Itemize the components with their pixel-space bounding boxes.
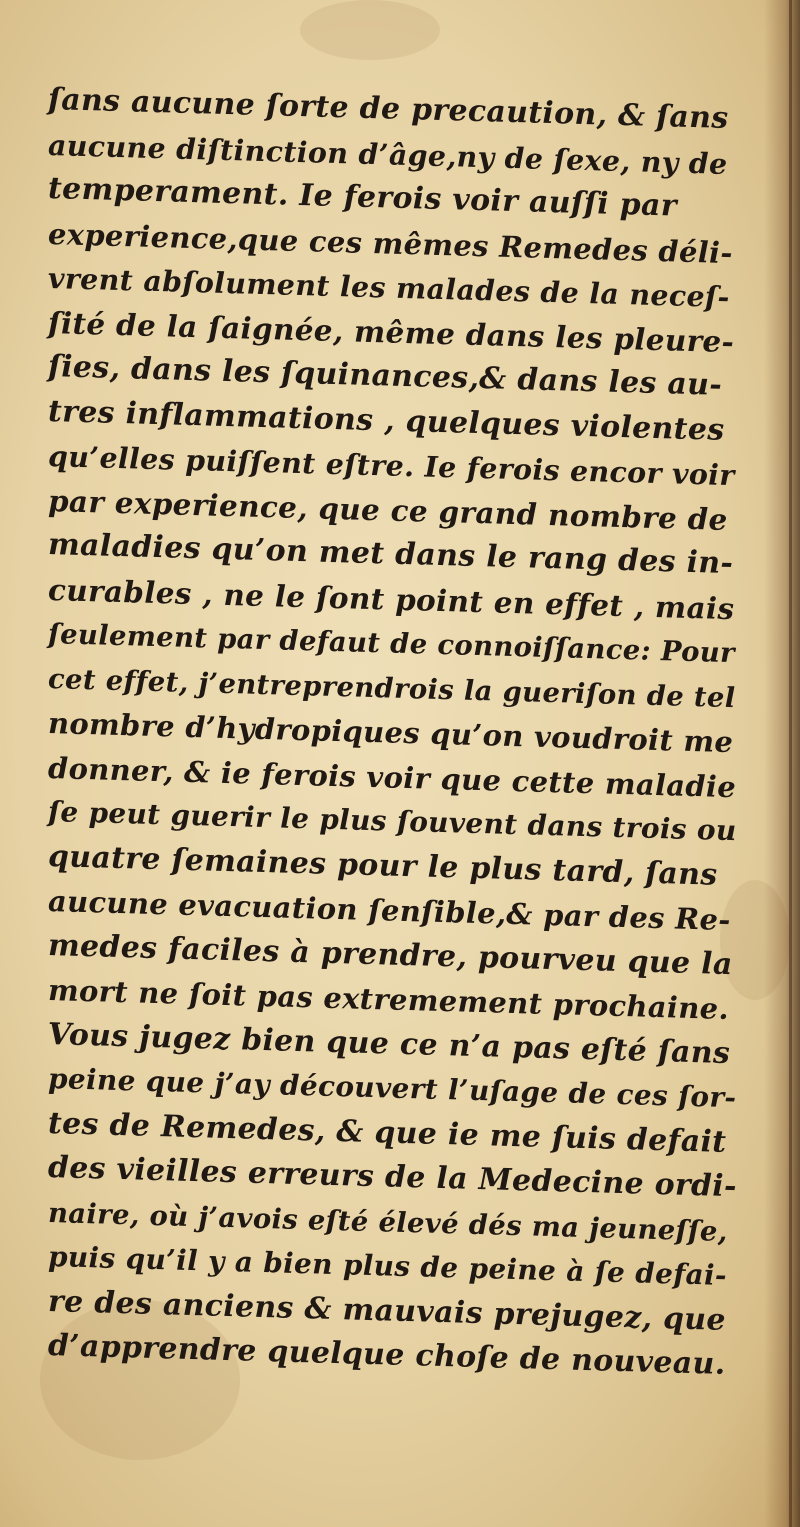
text-line: tres inflammations , quelques violentes [48,393,725,448]
text-line: aucune diſtinction d’âge,ny de ſexe, ny de [48,127,728,181]
text-line: vrent abſolument les malades de la neceſ- [48,261,730,315]
text-line: mort ne ſoit pas extremement prochaine. [48,973,729,1027]
text-line: par experience, que ce grand nombre de [48,482,728,537]
text-line: ſe peut guerir le plus ſouvent dans trois ou [48,795,737,848]
text-line: nombre d’hydropiques qu’on voudroit me [48,706,734,760]
binding-gutter [764,0,800,1527]
text-line: medes faciles à prendre, pourveu que la [48,927,733,982]
text-line: d’apprendre quelque choſe de nouveau. [48,1328,726,1382]
text-line: ſies, dans les ſquinances,& dans les au- [48,349,722,403]
text-line: Vous jugez bien que ce n’a pas eſté ſans [48,1016,731,1071]
text-line: qu’elles puiſſent eſtre. Ie ferois encor voir [48,439,735,493]
text-line: donner, & ie ferois voir que cette maladie [48,750,736,804]
text-line: ſeulement par defaut de connoiſſance: Pour [48,618,735,670]
text-line: cet effet, j’entreprendrois la gueriſon de tel [48,662,736,714]
text-line: curables , ne le ſont point en effet , mais [48,571,735,626]
paper-stain [300,0,440,60]
text-line: ſans aucune ſorte de precaution, & ſans [48,82,729,137]
text-line: aucune evacuation ſenſible,& par des Re- [48,884,731,938]
text-line: tes de Remedes, & que ie me ſuis defait [48,1105,727,1160]
text-line: re des anciens & mauvais prejugez, que [48,1283,726,1338]
text-line: experience,que ces mêmes Remedes déli- [48,216,733,270]
page-edge [789,0,792,1527]
text-line: ſité de la ſaignée, même dans les pleure- [48,304,735,359]
text-line: temperament. Ie ferois voir auſſi par [48,171,677,224]
page-text [48,78,738,1382]
text-line: peine que j’ay découvert l’uſage de ces ſor- [48,1062,737,1115]
text-line: naire, où j’avois eſté élevé dés ma jeuneſſe, [48,1196,728,1248]
text-line: puis qu’il y a bien plus de peine à ſe defai- [48,1240,727,1292]
text-line: des vieilles erreurs de la Medecine ordi- [48,1150,737,1205]
text-line: quatre ſemaines pour le plus tard, ſans [48,838,718,893]
text-line: maladies qu’on met dans le rang des in- [48,527,734,582]
